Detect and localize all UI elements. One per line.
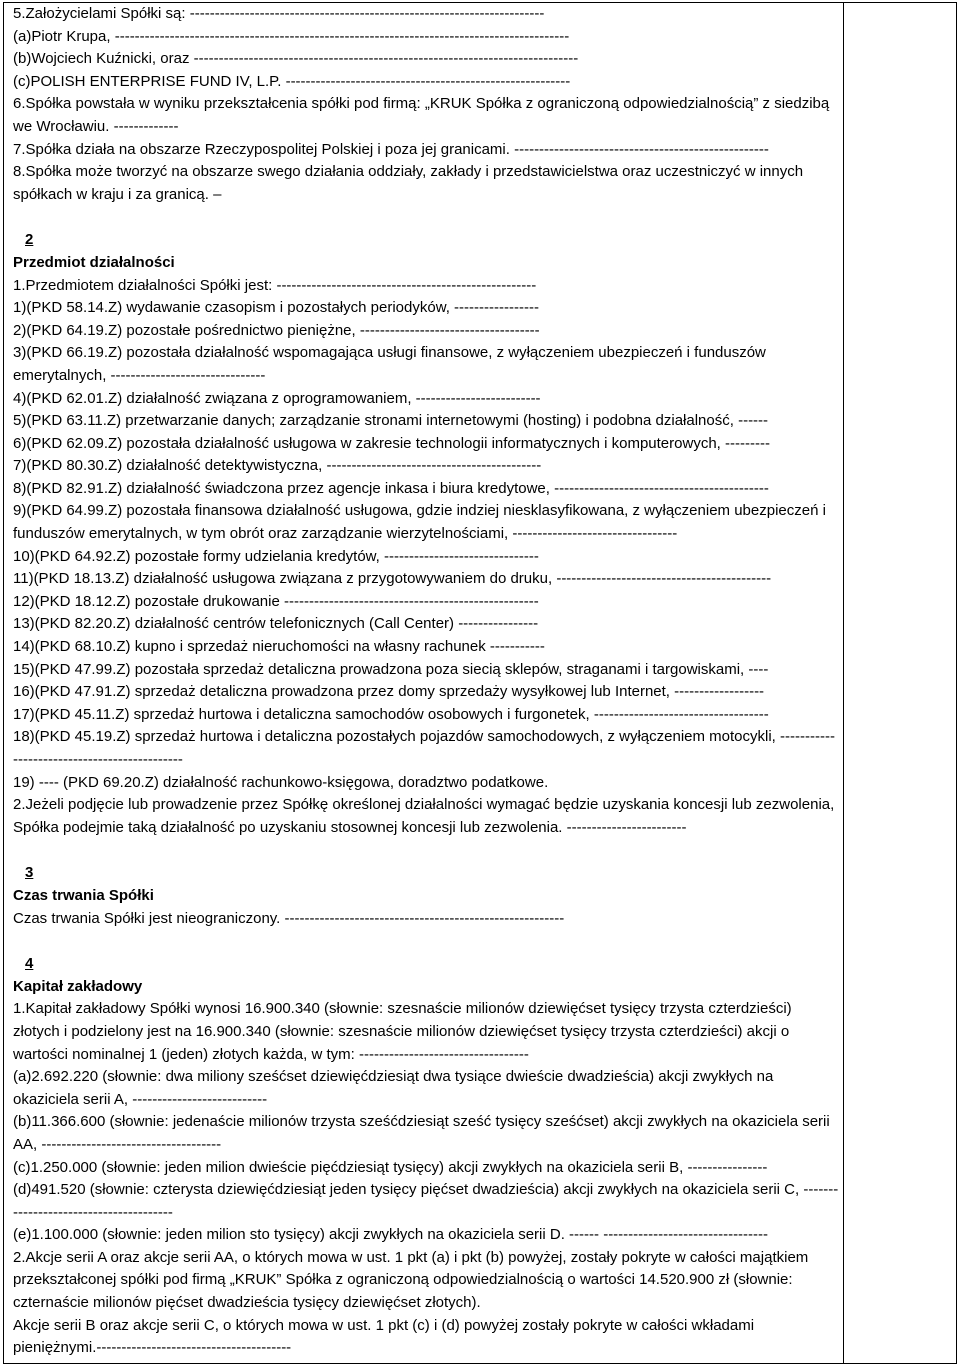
activity-item: 16)(PKD 47.91.Z) sprzedaż detaliczna prowadzona przez domy sprzedaży wysyłkowej lub Internet, ------------------ [13, 683, 765, 701]
founder-a: (a)Piotr Krupa, ------------------------------------------------------------------------------------------- [13, 27, 570, 45]
clause-6: 6.Spółka powstała w wyniku przekształcenia spółki pod firmą: „KRUK Spółka z ograniczoną odpowiedzialnością” z siedzibą we Wrocławiu. ------------- [13, 95, 830, 135]
capital-clause: 1.Kapitał zakładowy Spółki wynosi 16.900.340 (słownie: szesnaście milionów dziewięćset tysięcy trzysta czterdzieści) złotych i podzielony jest na 16.900.340 (słownie: szesnaście milionów dziewięćset tysięcy trzysta czterdzieści) akcji o wartości nominalnej 1 (jeden) złotych każda, w tym: ---------------------------------- [13, 1000, 792, 1063]
activity-item: 15)(PKD 47.99.Z) pozostała sprzedaż detaliczna prowadzona poza siecią sklepów, straganami i targowiskami, ---- [13, 660, 769, 678]
clause-7: 7.Spółka działa na obszarze Rzeczypospolitej Polskiej i poza jej granicami. --------------------------------------------------- [13, 140, 769, 158]
activity-item: 13)(PKD 82.20.Z) działalność centrów telefonicznych (Call Center) ---------------- [13, 615, 539, 633]
section-title: Kapitał zakładowy [13, 977, 143, 995]
activity-item: 9)(PKD 64.99.Z) pozostała finansowa działalność usługowa, gdzie indziej niesklasyfikowana, z wyłączeniem ubezpieczeń i funduszów emerytalnych, w tym obrót oraz zarządzanie wierzytelnościami, --------------------------------- [13, 502, 826, 543]
activity-item: 4)(PKD 62.01.Z) działalność związana z oprogramowaniem, ------------------------- [13, 389, 541, 407]
cash-coverage-clause: Akcje serii B oraz akcje serii C, o których mowa w ust. 1 pkt (c) i (d) powyżej zostały pokryte w całości wkładami pieniężnymi.--------------------------------------- [13, 1316, 755, 1357]
activity-item: 11)(PKD 18.13.Z) działalność usługowa związana z przygotowywaniem do druku, ------------------------------------------- [13, 570, 772, 588]
founder-b: (b)Wojciech Kuźnicki, oraz ----------------------------------------------------------------------------- [13, 50, 579, 68]
activity-item: 18)(PKD 45.19.Z) sprzedaż hurtowa i detaliczna pozostałych pojazdów samochodowych, z wyłączeniem motocykli, --------------------------------------------- [13, 728, 835, 768]
activity-item: 12)(PKD 18.12.Z) pozostałe drukowanie --------------------------------------------------- [13, 592, 539, 610]
shares-series-b: (c)1.250.000 (słownie: jeden milion dwieście pięćdziesiąt tysięcy) akcji zwykłych na okaziciela serii B, ---------------- [13, 1158, 768, 1176]
margin-divider [843, 2, 844, 1364]
founder-c: (c)POLISH ENTERPRISE FUND IV, L.P. --------------------------------------------------------- [13, 72, 571, 90]
section-number: 4 [25, 955, 34, 973]
activity-item: 7)(PKD 80.30.Z) działalność detektywistyczna, ------------------------------------------- [13, 457, 542, 475]
clause-5: 5.Założycielami Spółki są: ----------------------------------------------------------------------- [13, 5, 545, 22]
activity-item: 5)(PKD 63.11.Z) przetwarzanie danych; zarządzanie stronami internetowymi (hosting) i podobna działalność, ------ [13, 412, 769, 430]
section-title: Przedmiot działalności [13, 253, 175, 271]
activity-item: 10)(PKD 64.92.Z) pozostałe formy udzielania kredytów, ------------------------------- [13, 547, 539, 565]
shares-series-d: (e)1.100.000 (słownie: jeden milion sto tysięcy) akcji zwykłych na okaziciela serii D. ------ --------------------------------- [13, 1226, 769, 1244]
clause-8: 8.Spółka może tworzyć na obszarze swego działania oddziały, zakłady i przedstawicielstwa oraz uczestniczyć w innych spółkach w kraju i za granicą. – [13, 163, 804, 203]
shares-series-a: (a)2.692.220 (słownie: dwa miliony sześćset dziewięćdziesiąt dwa tysiące dwieście dwadzieścia) akcji zwykłych na okaziciela serii A, --------------------------- [13, 1068, 774, 1108]
section-number: 3 [25, 864, 34, 882]
licence-clause: 2.Jeżeli podjęcie lub prowadzenie przez Spółkę określonej działalności wymagać będzie uzyskania koncesji lub zezwolenia, Spółka podejmie taką działalność po uzyskaniu stosownej koncesji lub zezwolenia. ------------------------ [13, 796, 835, 836]
activity-intro: 1.Przedmiotem działalności Spółki jest: ---------------------------------------------------- [13, 276, 537, 294]
document-body [13, 3, 839, 1360]
activity-item: 19) ---- (PKD 69.20.Z) działalność rachunkowo-księgowa, doradztwo podatkowe. [13, 773, 549, 791]
activity-item: 1)(PKD 58.14.Z) wydawanie czasopism i pozostałych periodyków, ----------------- [13, 299, 539, 317]
activity-item: 17)(PKD 45.11.Z) sprzedaż hurtowa i detaliczna samochodów osobowych i furgonetek, ----------------------------------- [13, 705, 769, 723]
duration-text: Czas trwania Spółki jest nieograniczony. -------------------------------------------------------- [13, 909, 565, 927]
shares-series-c: (d)491.520 (słownie: czterysta dziewięćdziesiąt jeden tysięcy pięćset dwadzieścia) akcji zwykłych na okaziciela serii C, --------------------------------------- [13, 1181, 839, 1221]
activity-item: 2)(PKD 64.19.Z) pozostałe pośrednictwo pieniężne, ------------------------------------ [13, 321, 540, 339]
activity-item: 6)(PKD 62.09.Z) pozostała działalność usługowa w zakresie technologii informatycznych i komputerowych, --------- [13, 434, 770, 452]
coverage-clause: 2.Akcje serii A oraz akcje serii AA, o których mowa w ust. 1 pkt (a) i pkt (b) powyżej, zostały pokryte w całości majątkiem przekształconej spółki pod firmą „KRUK” Spółka z ograniczoną odpowiedzialnością o wartości 14.520.900 zł (słownie: czternaście milionów pięćset dwadzieścia tysięcy dziewięćset złotych). [13, 1248, 809, 1312]
section-number: 2 [25, 231, 34, 249]
activity-item: 8)(PKD 82.91.Z) działalność świadczona przez agencje inkasa i biura kredytowe, ------------------------------------------- [13, 479, 769, 497]
section-title: Czas trwania Spółki [13, 886, 154, 904]
activity-list [13, 297, 839, 794]
activity-item: 3)(PKD 66.19.Z) pozostała działalność wspomagająca usługi finansowe, z wyłączeniem ubezpieczeń i funduszów emerytalnych, ------------------------------- [13, 344, 766, 384]
shares-series-aa: (b)11.366.600 (słownie: jedenaście milionów trzysta sześćdziesiąt sześć tysięcy sześćset) akcji zwykłych na okaziciela serii AA, ------------------------------------ [13, 1113, 830, 1153]
activity-item: 14)(PKD 68.10.Z) kupno i sprzedaż nieruchomości na własny rachunek ----------- [13, 638, 545, 656]
